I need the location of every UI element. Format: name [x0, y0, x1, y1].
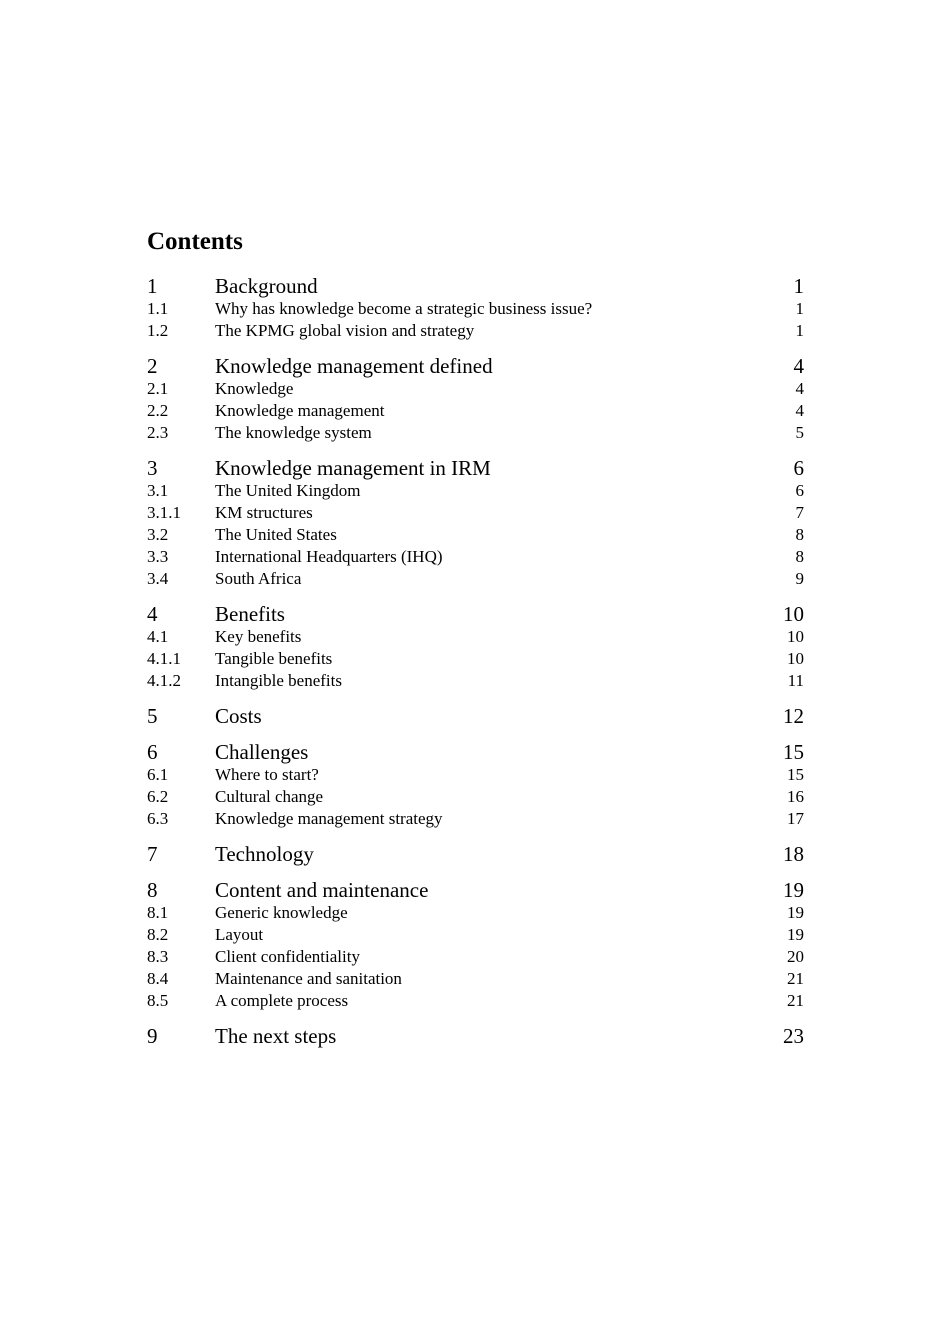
toc-entry-sub[interactable]: [147, 990, 804, 1012]
toc-entry-main[interactable]: [147, 456, 804, 480]
toc-entry-label: Challenges: [215, 740, 309, 764]
toc-entry-number: 1: [147, 274, 158, 298]
toc-entry-sub[interactable]: [147, 480, 804, 502]
toc-section: [147, 704, 804, 728]
toc-subentry-number: 3.1: [147, 481, 169, 500]
toc-entry-sub[interactable]: [147, 968, 804, 990]
toc-subentry-label: The United States: [215, 525, 337, 544]
toc-entry-sub[interactable]: [147, 524, 804, 546]
toc-subentry-label: Cultural change: [215, 787, 324, 806]
toc-subentry-number: 6.2: [147, 787, 169, 806]
toc-subentry-page: 4: [795, 379, 804, 398]
toc-entry-label: Content and maintenance: [215, 878, 429, 902]
toc-section: [147, 842, 804, 866]
toc-entry-sub[interactable]: [147, 764, 804, 786]
toc-subentry-page: 19: [787, 925, 804, 944]
toc-subentry-page: 8: [795, 525, 804, 544]
toc-subentry-number: 8.3: [147, 947, 169, 966]
toc-entry-number: 9: [147, 1024, 158, 1048]
toc-entry-sub[interactable]: [147, 546, 804, 568]
toc-entry-sub[interactable]: [147, 808, 804, 830]
toc-subentry-page: 17: [787, 809, 804, 828]
toc-entry-label: Knowledge management defined: [215, 354, 493, 378]
toc-subentry-number: 8.1: [147, 903, 169, 922]
toc-subentry-page: 9: [795, 569, 804, 588]
toc-subentry-page: 4: [795, 401, 804, 420]
toc-subentry-label: Key benefits: [215, 627, 302, 646]
toc-subentry-number: 6.1: [147, 765, 169, 784]
toc-entry-main[interactable]: [147, 274, 804, 298]
toc-entry-page: 4: [793, 354, 804, 378]
toc-section: [147, 878, 804, 1012]
toc-entry-number: 4: [147, 602, 158, 626]
toc-entry-sub[interactable]: [147, 298, 804, 320]
toc-subentry-page: 19: [787, 903, 804, 922]
toc-subentry-label: The United Kingdom: [215, 481, 361, 500]
toc-entry-sub[interactable]: [147, 924, 804, 946]
toc-subentry-label: South Africa: [215, 569, 302, 588]
toc-subentry-number: 2.1: [147, 379, 169, 398]
toc-subentry-label: Client confidentiality: [215, 947, 360, 966]
toc-entry-page: 19: [783, 878, 804, 902]
toc-entry-sub[interactable]: [147, 626, 804, 648]
toc-entry-sub[interactable]: [147, 902, 804, 924]
toc-subentry-number: 4.1.2: [147, 671, 181, 690]
toc-entry-page: 10: [783, 602, 804, 626]
toc-subentry-page: 6: [795, 481, 804, 500]
toc-subentry-label: Layout: [215, 925, 264, 944]
toc-subentry-page: 21: [787, 969, 804, 988]
toc-subentry-label: A complete process: [215, 991, 349, 1010]
toc-subentry-page: 16: [787, 787, 804, 806]
toc-subentry-number: 8.4: [147, 969, 169, 988]
toc-section: [147, 740, 804, 830]
toc-subentry-number: 3.4: [147, 569, 169, 588]
toc-section: [147, 456, 804, 590]
toc-entry-sub[interactable]: [147, 786, 804, 808]
toc-subentry-page: 15: [787, 765, 804, 784]
toc-subentry-number: 3.2: [147, 525, 169, 544]
toc-entry-sub[interactable]: [147, 946, 804, 968]
toc-entry-label: The next steps: [215, 1024, 337, 1048]
toc-entry-page: 15: [783, 740, 804, 764]
toc-subentry-page: 11: [787, 671, 804, 690]
toc-entry-page: 1: [793, 274, 804, 298]
toc-entry-page: 23: [783, 1024, 804, 1048]
toc-entry-page: 18: [783, 842, 804, 866]
toc-subentry-number: 6.3: [147, 809, 169, 828]
toc-subentry-page: 10: [787, 627, 804, 646]
toc-entry-number: 8: [147, 878, 158, 902]
toc-subentry-label: Generic knowledge: [215, 903, 348, 922]
toc-subentry-number: 4.1.1: [147, 649, 181, 668]
toc-subentry-number: 1.2: [147, 321, 169, 340]
toc-subentry-label: Knowledge management: [215, 401, 385, 420]
toc-entry-label: Benefits: [215, 602, 285, 626]
toc-entry-sub[interactable]: [147, 648, 804, 670]
toc-subentry-number: 8.5: [147, 991, 169, 1010]
toc-entry-number: 2: [147, 354, 158, 378]
toc-entry-number: 6: [147, 740, 158, 764]
toc-entry-main[interactable]: [147, 354, 804, 378]
toc-subentry-page: 1: [795, 299, 804, 318]
toc-subentry-page: 10: [787, 649, 804, 668]
toc-entry-sub[interactable]: [147, 502, 804, 524]
toc-subentry-page: 7: [795, 503, 804, 522]
toc-subentry-label: The KPMG global vision and strategy: [215, 321, 475, 340]
toc-subentry-number: 3.3: [147, 547, 169, 566]
contents-page: [147, 226, 804, 1060]
toc-section: [147, 602, 804, 692]
toc-subentry-label: Maintenance and sanitation: [215, 969, 402, 988]
toc-entry-number: 7: [147, 842, 158, 866]
toc-subentry-number: 1.1: [147, 299, 169, 318]
toc-entry-page: 12: [783, 704, 804, 728]
toc-subentry-label: Knowledge: [215, 379, 294, 398]
toc-subentry-label: Knowledge management strategy: [215, 809, 443, 828]
toc-entry-label: Knowledge management in IRM: [215, 456, 491, 480]
toc-subentry-page: 21: [787, 991, 804, 1010]
toc-entry-label: Costs: [215, 704, 262, 728]
toc-entry-main[interactable]: [147, 878, 804, 902]
toc-subentry-number: 3.1.1: [147, 503, 181, 522]
toc-section: [147, 354, 804, 444]
toc-entry-sub[interactable]: [147, 422, 804, 444]
toc-subentry-number: 4.1: [147, 627, 169, 646]
toc-subentry-number: 2.3: [147, 423, 169, 442]
toc-entry-label: Background: [215, 274, 318, 298]
toc-subentry-page: 5: [795, 423, 804, 442]
toc-entry-sub[interactable]: [147, 378, 804, 400]
toc-section: [147, 1024, 804, 1048]
toc-entry-label: Technology: [215, 842, 314, 866]
toc-entry-main[interactable]: [147, 740, 804, 764]
toc-entry-sub[interactable]: [147, 670, 804, 692]
toc-entry-sub[interactable]: [147, 568, 804, 590]
table-of-contents: [147, 274, 804, 1048]
toc-subentry-label: International Headquarters (IHQ): [215, 547, 443, 566]
toc-subentry-page: 20: [787, 947, 804, 966]
toc-subentry-number: 8.2: [147, 925, 169, 944]
toc-entry-page: 6: [793, 456, 804, 480]
toc-subentry-page: 1: [795, 321, 804, 340]
toc-subentry-page: 8: [795, 547, 804, 566]
toc-entry-main[interactable]: [147, 704, 804, 728]
toc-entry-main[interactable]: [147, 842, 804, 866]
toc-subentry-label: The knowledge system: [215, 423, 372, 442]
toc-entry-main[interactable]: [147, 1024, 804, 1048]
toc-subentry-label: Where to start?: [215, 765, 319, 784]
toc-entry-main[interactable]: [147, 602, 804, 626]
toc-section: [147, 274, 804, 342]
toc-entry-sub[interactable]: [147, 400, 804, 422]
toc-subentry-label: KM structures: [215, 503, 313, 522]
toc-entry-sub[interactable]: [147, 320, 804, 342]
toc-entry-number: 3: [147, 456, 158, 480]
page-title: Contents: [147, 228, 243, 255]
toc-subentry-label: Tangible benefits: [215, 649, 333, 668]
toc-subentry-label: Intangible benefits: [215, 671, 342, 690]
toc-subentry-label: Why has knowledge become a strategic business issue?: [215, 299, 593, 318]
toc-entry-number: 5: [147, 704, 158, 728]
toc-subentry-number: 2.2: [147, 401, 169, 420]
